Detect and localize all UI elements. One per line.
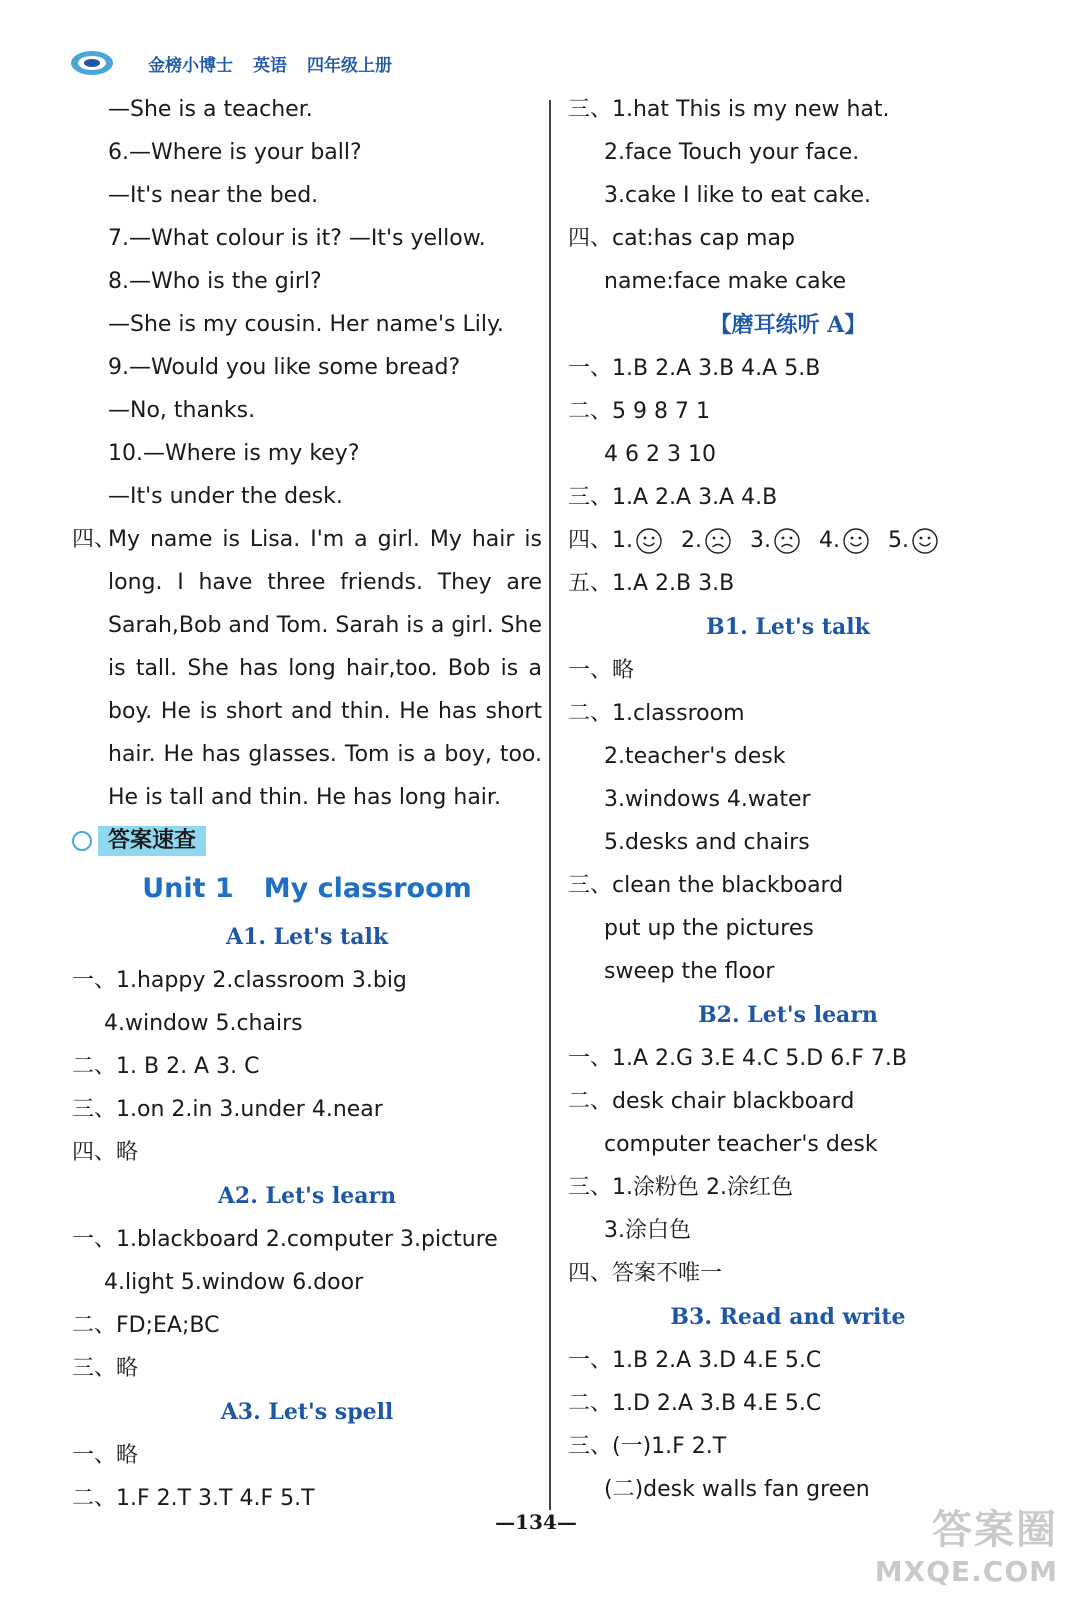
passage-prefix: 四、 [72,527,117,552]
answer-line: 三、clean the blackboard [568,873,844,898]
page-header [70,48,412,78]
answer-line: 5.desks and chairs [604,830,810,855]
section-title: B2. Let's learn [698,1002,878,1028]
face-num: 1. [612,528,634,553]
answer-line: 三、(一)1.F 2.T [568,1434,727,1459]
passage-line: is tall. She has long hair,too. Bob is a [108,656,542,681]
answer-line: 3.windows 4.water [604,787,811,812]
answer-line: —No, thanks. [108,398,256,423]
answer-line: 四、答案不唯一 [568,1261,723,1286]
passage-line: boy. He is short and thin. He has short [108,699,542,724]
answer-line: 二、FD;EA;BC [72,1313,220,1338]
answer-line: 四、cat:has cap map [568,226,795,251]
answer-line: 三、1.on 2.in 3.under 4.near [72,1097,383,1122]
answer-line: 一、1.blackboard 2.computer 3.picture [72,1227,498,1252]
section-title: A2. Let's learn [217,1183,397,1209]
smiley-sad-icon [704,527,732,555]
answer-line: 4.window 5.chairs [104,1011,303,1036]
answer-line: 10.—Where is my key? [108,441,360,466]
watermark [875,1498,1058,1588]
answer-line: 一、1.happy 2.classroom 3.big [72,968,407,993]
answer-line: name:face make cake [604,269,847,294]
answer-line: 3.cake I like to eat cake. [604,183,872,208]
book-logo-icon [70,50,114,76]
smiley-happy-icon [911,527,939,555]
passage-line: Sarah,Bob and Tom. Sarah is a girl. She [108,613,542,638]
answer-line: (二)desk walls fan green [604,1477,870,1502]
answer-line: 一、略 [568,658,635,683]
answer-line: 二、1.D 2.A 3.B 4.E 5.C [568,1391,822,1416]
page-number: —134— [495,1510,577,1534]
answer-line: 二、desk chair blackboard [568,1089,855,1114]
answer-line: 一、略 [72,1443,139,1468]
right-column [568,88,1008,1511]
smiley-sad-icon [773,527,801,555]
answer-line: 7.—What colour is it? —It's yellow. [108,226,486,251]
section-title: A3. Let's spell [220,1399,394,1425]
face-num: 4. [819,528,841,553]
watermark-text: 答案圈 [932,1507,1058,1553]
passage-line [72,518,542,561]
section-title: B3. Read and write [670,1304,906,1330]
answer-line: 三、1.涂粉色 2.涂红色 [568,1175,793,1200]
passage-text: My name is Lisa. I'm a girl. My hair is [108,527,542,552]
answer-line: 三、1.A 2.A 3.A 4.B [568,485,778,510]
answer-line: 一、1.A 2.G 3.E 4.C 5.D 6.F 7.B [568,1046,907,1071]
passage-line: long. I have three friends. They are [108,570,542,595]
unit-title [72,863,542,915]
faces-line [568,519,1008,562]
answer-line: 一、1.B 2.A 3.B 4.A 5.B [568,356,821,381]
face-num: 2. [681,528,703,553]
answer-line: 二、1.classroom [568,701,745,726]
unit-name: My classroom [263,873,472,904]
answer-line: 2.face Touch your face. [604,140,860,165]
answer-line: 三、1.hat This is my new hat. [568,97,890,122]
section-title: B1. Let's talk [706,614,870,640]
left-column [72,88,542,1520]
smiley-happy-icon [635,527,663,555]
answer-line: put up the pictures [604,916,814,941]
answer-line: —It's under the desk. [108,484,343,509]
answer-line: 2.teacher's desk [604,744,786,769]
answer-line: 二、1. B 2. A 3. C [72,1054,260,1079]
unit-number: Unit 1 [142,873,234,904]
answer-line: 二、5 9 8 7 1 [568,399,710,424]
answer-line: 四、略 [72,1140,139,1165]
face-num: 3. [750,528,772,553]
faces-prefix: 四、 [568,528,613,553]
answer-line: 一、1.B 2.A 3.D 4.E 5.C [568,1348,822,1373]
header-subject: 英语 [253,55,287,76]
answer-line: 五、1.A 2.B 3.B [568,571,735,596]
quick-answers-label: 答案速查 [98,826,206,856]
smiley-happy-icon [842,527,870,555]
answer-line: —She is a teacher. [108,97,313,122]
answer-line: 三、略 [72,1356,139,1381]
circle-icon [72,831,92,851]
quick-answers-heading [72,819,542,863]
section-title: 【磨耳练听 A】 [709,312,867,338]
answer-line: —She is my cousin. Her name's Lily. [108,312,504,337]
answer-line: 9.—Would you like some bread? [108,355,461,380]
answer-line: 3.涂白色 [604,1218,691,1243]
header-series: 金榜小博士 [148,55,233,76]
answer-line: 4 6 2 3 10 [604,442,716,467]
answer-line: sweep the floor [604,959,775,984]
answer-line: 8.—Who is the girl? [108,269,322,294]
watermark-url: MXQE.COM [874,1555,1058,1588]
answer-line: 二、1.F 2.T 3.T 4.F 5.T [72,1486,315,1511]
column-divider [549,100,551,1510]
passage-line: He is tall and thin. He has long hair. [108,785,501,810]
header-grade: 四年级上册 [307,55,392,76]
section-title: A1. Let's talk [225,924,389,950]
answer-line: 6.—Where is your ball? [108,140,362,165]
face-num: 5. [888,528,910,553]
answer-line: computer teacher's desk [604,1132,878,1157]
answer-line: 4.light 5.window 6.door [104,1270,364,1295]
passage-line: hair. He has glasses. Tom is a boy, too. [108,742,542,767]
answer-line: —It's near the bed. [108,183,319,208]
